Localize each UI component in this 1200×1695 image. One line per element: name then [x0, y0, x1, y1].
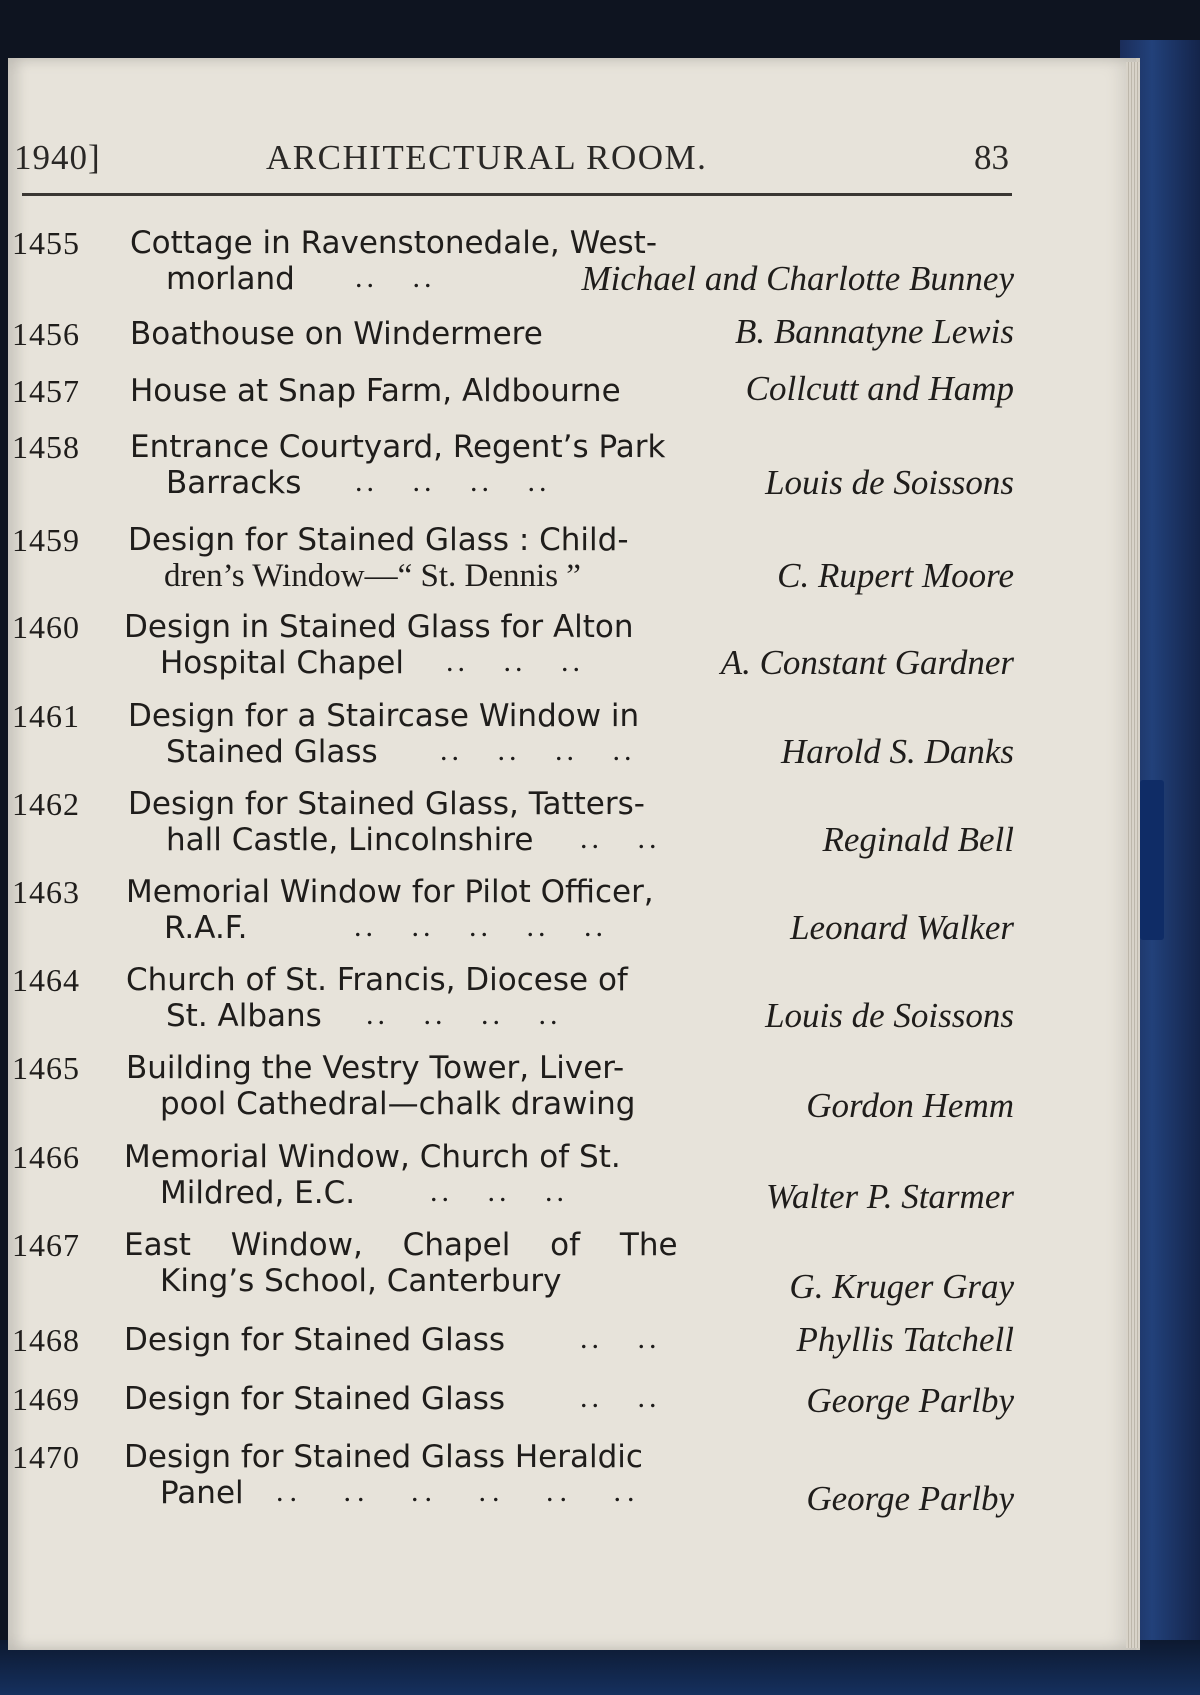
entry-number: 1456: [12, 316, 80, 352]
leader-dots: .. .. .. ..: [366, 998, 562, 1031]
entry-artist: Walter P. Starmer: [766, 1177, 1014, 1216]
page-number: 83: [974, 138, 1009, 177]
entry-artist: Reginald Bell: [822, 820, 1014, 859]
header-year: 1940]: [14, 138, 101, 177]
entry-number: 1455: [12, 225, 80, 261]
entry-title-line2: pool Cathedral—chalk drawing: [160, 1086, 636, 1122]
entry-title-line1: Design for Stained Glass: [124, 1322, 505, 1358]
entry-artist: Phyllis Tatchell: [796, 1320, 1014, 1359]
entry-artist: George Parlby: [806, 1381, 1014, 1420]
header-title: ARCHITECTURAL ROOM.: [266, 138, 708, 177]
leader-dots: .. ..: [355, 261, 436, 294]
entry-title-line1: Design in Stained Glass for Alton: [124, 609, 634, 645]
entry-number: 1469: [12, 1381, 80, 1417]
entry-title-line1: Church of St. Francis, Diocese of: [126, 962, 628, 998]
entry-artist: Harold S. Danks: [780, 732, 1014, 771]
entry-artist: Collcutt and Hamp: [745, 369, 1014, 408]
entry-title-line2: Hospital Chapel: [160, 645, 404, 681]
entry-artist: Louis de Soissons: [765, 996, 1014, 1035]
leader-dots: .. ..: [580, 1322, 661, 1355]
entry-number: 1460: [12, 609, 80, 645]
leader-dots: .. .. ..: [430, 1175, 568, 1208]
entry-number: 1466: [12, 1139, 80, 1175]
entry-title-line1: House at Snap Farm, Aldbourne: [130, 373, 621, 409]
entry-number: 1457: [12, 373, 80, 409]
entry-number: 1463: [12, 874, 80, 910]
entry-title-line2: Mildred, E.C.: [160, 1175, 356, 1211]
entry-number: 1462: [12, 786, 80, 822]
entry-title-line2: Panel: [160, 1475, 244, 1511]
entry-number: 1464: [12, 962, 80, 998]
page-edges: [1126, 62, 1140, 1648]
entry-title-line1: Design for Stained Glass, Tatters-: [128, 786, 645, 822]
entry-number: 1468: [12, 1322, 80, 1358]
entry-title-line2: morland: [166, 261, 295, 297]
entry-artist: Michael and Charlotte Bunney: [581, 259, 1014, 298]
entry-number: 1470: [12, 1439, 80, 1475]
entry-title-line1: Memorial Window, Church of St.: [124, 1139, 621, 1175]
entry-number: 1467: [12, 1227, 80, 1263]
bookmark-ribbon: [1140, 780, 1164, 940]
entry-artist: B. Bannatyne Lewis: [735, 312, 1014, 351]
entry-artist: Louis de Soissons: [765, 463, 1014, 502]
entry-artist: George Parlby: [806, 1479, 1014, 1518]
entry-artist: G. Kruger Gray: [789, 1267, 1014, 1306]
entry-title-line2: R.A.F.: [164, 910, 248, 946]
leader-dots: .. .. .. .. .. ..: [276, 1475, 641, 1508]
entry-number: 1461: [12, 698, 80, 734]
entry-artist: Gordon Hemm: [806, 1086, 1014, 1125]
leader-dots: .. ..: [580, 822, 661, 855]
entry-number: 1458: [12, 429, 80, 465]
entry-title-line2: St. Albans: [166, 998, 322, 1034]
entry-title-line1: Boathouse on Windermere: [130, 316, 543, 352]
entry-title-line2: dren’s Window—“ St. Dennis ”: [164, 558, 581, 594]
entry-title-line1: Memorial Window for Pilot Officer,: [126, 874, 654, 910]
leader-dots: .. .. .. .. ..: [354, 910, 607, 943]
entry-number: 1459: [12, 522, 80, 558]
entry-title-line1: Cottage in Ravenstonedale, West-: [130, 225, 658, 261]
leader-dots: .. ..: [580, 1381, 661, 1414]
entry-title-line2: hall Castle, Lincolnshire: [166, 822, 534, 858]
leader-dots: .. .. .. ..: [355, 465, 551, 498]
entry-title-line1: Design for a Staircase Window in: [128, 698, 640, 734]
entry-artist: A. Constant Gardner: [720, 643, 1014, 682]
entry-title-line1: East Window, Chapel of The: [124, 1227, 678, 1263]
entry-title-line1: Entrance Courtyard, Regent’s Park: [130, 429, 666, 465]
entry-artist: C. Rupert Moore: [777, 556, 1014, 595]
entry-title-line1: Design for Stained Glass : Child-: [128, 522, 629, 558]
entry-title-line2: King’s School, Canterbury: [160, 1263, 562, 1299]
entry-title-line2: Barracks: [166, 465, 302, 501]
entry-number: 1465: [12, 1050, 80, 1086]
entry-title-line1: Design for Stained Glass Heraldic: [124, 1439, 643, 1475]
entry-title-line2: Stained Glass: [166, 734, 378, 770]
leader-dots: .. .. .. ..: [440, 734, 636, 767]
entry-title-line1: Design for Stained Glass: [124, 1381, 505, 1417]
entry-title-line1: Building the Vestry Tower, Liver-: [126, 1050, 625, 1086]
entry-artist: Leonard Walker: [790, 908, 1014, 947]
leader-dots: .. .. ..: [446, 645, 584, 678]
